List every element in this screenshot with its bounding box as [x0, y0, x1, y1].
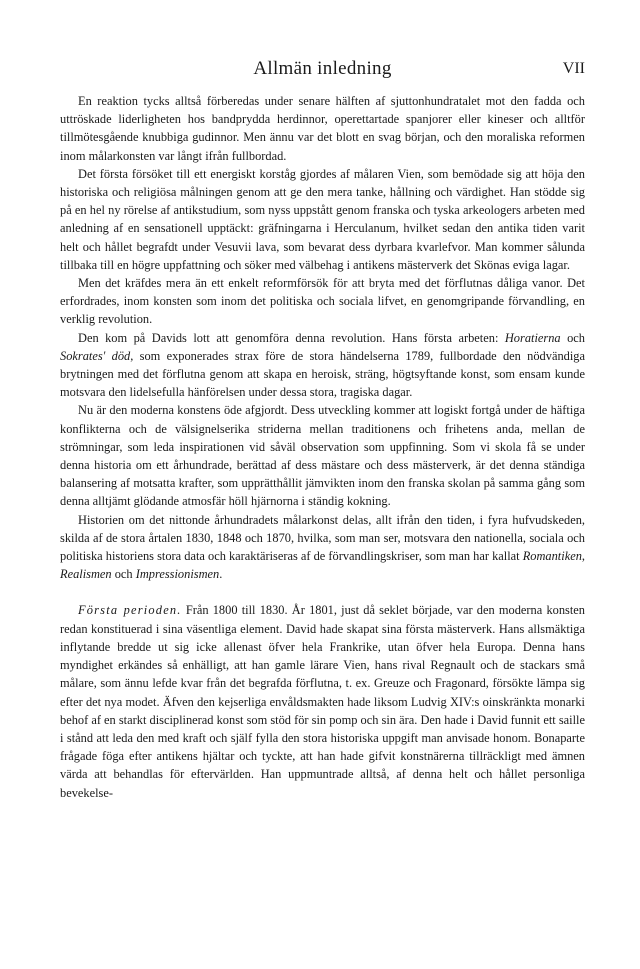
paragraph [60, 511, 585, 584]
term-impressionismen: Impressionismen [135, 567, 220, 582]
work-title-horatierna: Horatierna [504, 330, 561, 345]
paragraph-text: och [560, 330, 585, 345]
work-title-sokrates: Sokrates' död [60, 348, 131, 363]
paragraph [60, 601, 585, 801]
paragraph: Men det kräfdes mera än ett enkelt reformförsök för att bryta med det förflutnas dåliga vanor. Det erfordrades, inom konsten som inom det politiska och sociala lifvet, en genomgripande förvandling, en verklig revolution. [60, 276, 585, 327]
paragraph: En reaktion tycks alltså förberedas under senare hälften af sjuttonhundratalet mot den fadda och uttröskade liderligheten hos bandprydda herdinnor, operettartade spanjorer eller kineser och alltför tillmötesgående knubbiga gudinnor. Men ännu var det blott en svag början, och den moraliska reformen inom målarkonsten var långt ifrån fullbordad. [60, 94, 585, 163]
paragraph: Nu är den moderna konstens öde afgjordt. Dess utveckling kommer att logiskt fortgå under de häftiga konflikterna och de välsignelserika striderna mellan traditionens och frihetens anda, mellan de strömningar, som leda inspirationen vid såväl observation som uppfinning. Som vi skola få se under denna historia om ett århundrade, berättad af dess mästare och dess mästerverk, är det denna ständiga balansering af motsatta krafter, som upprätthållit jämvikten inom den franska skolan på samma gång som denna alltjämt glödande atmosfär höll hjärnorna i ständig kokning. [60, 403, 585, 509]
page-title: Allmän inledning [253, 58, 392, 79]
section-heading: Första perioden. [78, 603, 182, 618]
paragraph-text: , [581, 549, 585, 564]
term-realismen: Realismen [60, 567, 112, 582]
paragraph-text: och [111, 567, 136, 582]
running-head [60, 58, 585, 88]
paragraph-text: Från 1800 till 1830. År 1801, just då seklet började, var den moderna konsten redan konstituerad i sina väsentliga element. David hade skapat sina första mästerverk. Hans allsmäktiga inflytande bredde ut sig icke allenast öfver hela Frankrike, utan öfver hela Europa. Denna hans myndighet erkändes så enhälligt, att han gamle lärare Vien, hans rival Regnault och de stackars små målare, som ännu lefde kvar från det begrafda förflutna, t. ex. Greuze och Fragonard, försökte lämpa sig efter det nya modet. Äfven den kejserliga envåldsmakten hade liksom Ludvig XIV:s oinskränkta monarki behof af en starkt disciplinerad konst som stöd för sin pomp och sin ära. Den hade i David funnit ett saille i stånd att leda den med kraft och själf fylla den stora historiska uppgift man anvisade honom. Bonaparte frågade föga efter antikens hjältar och tyckte, att han hade gifvit konstnärerna tillräckligt med ämnen värda att behandlas för eftervärlden. Han uppmuntrade alltså, af denna helt och hållet personliga bevekelse- [60, 603, 585, 800]
paragraph: Det första försöket till ett energiskt korståg gjordes af målaren Vien, som bemödade sig att höja den historiska och religiösa målningen genom att ge den mera tanke, hållning och värdighet. Han stödde sig på en hel ny rörelse af antikstudium, som nyss uppstått genom franska och tyska arkeologers arbeten med anledning af en sensationell upptäckt: gräfningarna i Herculanum, hvilket sedan den antika tiden varit helt och hållet begrafdt under Vesuvii lava, som bevarat dess dyrbara kvarlefvor. Man kommer sålunda tillbaka till en högre uppfattning och söker med välbehag i antikens mästerverk det Skönas eviga lagar. [60, 166, 585, 272]
paragraph-text: , som exponerades strax före de stora händelserna 1789, fullbordade den nödvändiga brytningen med det förflutna genom att skapa en heroisk, sträng, högtsyftande konst, som ensam kunde motsvara den lidelsefulla hänförelsen under dessa stora, tragiska dagar. [60, 348, 585, 400]
term-romantiken: Romantiken [522, 549, 582, 564]
paragraph-text: . [219, 567, 223, 582]
paragraph [60, 329, 585, 402]
section-gap [60, 583, 585, 601]
paragraph-text: Den kom på Davids lott att genomföra denna revolution. Hans första arbeten: [78, 330, 505, 345]
page-number: VII [562, 60, 585, 77]
paragraph-text: Historien om det nittonde århundradets målarkonst delas, allt ifrån den tiden, i fyra hufvudskeden, skilda af de stora årtalen 1830, 1848 och 1870, hvilka, som man ser, motsvara den nationella, sociala och politiska historiens stora data och karaktäriseras af de förvandlingskriser, som man har kallat [60, 512, 585, 564]
body-text [60, 92, 585, 802]
